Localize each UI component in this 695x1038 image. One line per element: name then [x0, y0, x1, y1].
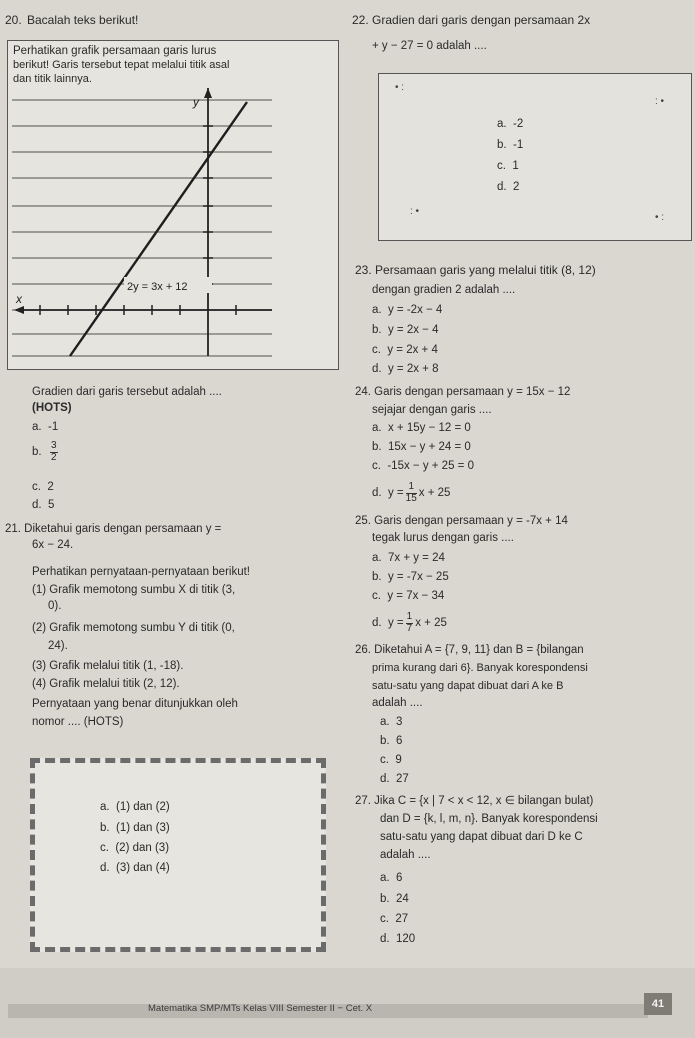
q23-line-1: 23. Persamaan garis yang melalui titik (8, 12) — [355, 263, 596, 277]
q24-option-c[interactable] — [372, 460, 474, 473]
q26-option-d[interactable] — [380, 773, 409, 786]
q20-option-d[interactable] — [32, 499, 54, 512]
option-text: -2 — [512, 118, 524, 130]
option-letter: d. — [497, 181, 507, 193]
q20-option-a[interactable] — [32, 421, 58, 434]
x-axis-label: x — [16, 292, 22, 306]
q26-line-3: satu-satu yang dapat dibuat dari A ke B — [372, 680, 564, 692]
option-text: y = -7x − 25 — [387, 571, 449, 583]
option-text: 9 — [395, 754, 402, 766]
q25-option-c[interactable] — [372, 590, 444, 603]
q20-option-b[interactable] — [32, 441, 60, 463]
option-text: 24 — [395, 893, 409, 905]
q21-statement-1b: 0). — [48, 600, 62, 612]
q21-line-1: 21. Diketahui garis dengan persamaan y = — [5, 523, 222, 535]
q27-line-3: satu-satu yang dapat dibuat dari D ke C — [380, 831, 583, 843]
option-fraction: $\frac{1}{15}$ — [405, 481, 417, 504]
page-number: 41 — [644, 993, 672, 1015]
option-text: 27 — [395, 913, 409, 925]
grid-lines — [12, 100, 272, 356]
option-text: x + 15y − 12 = 0 — [387, 422, 471, 434]
option-letter: c. — [380, 913, 389, 925]
q25-option-b[interactable] — [372, 571, 449, 584]
option-text: x + 25 — [415, 617, 447, 630]
option-text: 3 — [395, 716, 403, 728]
q21-question-1: Pernyataan yang benar ditunjukkan oleh — [32, 698, 238, 710]
decor-dot: : • — [655, 96, 665, 107]
option-text: (1) dan (2) — [115, 801, 170, 813]
option-letter: b. — [100, 822, 110, 834]
option-letter: c. — [497, 160, 506, 172]
q21-statement-1: (1) Grafik memotong sumbu X di titik (3, — [32, 584, 236, 596]
q26-line-1: 26. Diketahui A = {7, 9, 11} dan B = {bilangan — [355, 644, 584, 656]
option-text: x + 25 — [418, 487, 451, 500]
option-text: 2 — [47, 481, 54, 493]
option-letter: a. — [32, 421, 42, 433]
option-letter: d. — [372, 363, 382, 375]
option-letter: c. — [380, 754, 389, 766]
option-text: -1 — [47, 421, 59, 433]
q20-question: Gradien dari garis tersebut adalah .... — [32, 386, 222, 398]
option-letter: b. — [380, 893, 390, 905]
q22-options-box — [378, 73, 692, 241]
option-letter: d. — [380, 933, 390, 945]
option-text: 15x − y + 24 = 0 — [387, 441, 471, 453]
footer-text: Matematika SMP/MTs Kelas VIII Semester II − Cet. X — [148, 1003, 373, 1014]
option-letter: a. — [380, 716, 390, 728]
q22-option-c[interactable] — [497, 160, 519, 173]
q26-line-2: prima kurang dari 6}. Banyak korespondensi — [372, 662, 588, 674]
option-letter: a. — [380, 872, 390, 884]
q21-intro: Perhatikan pernyataan-pernyataan berikut! — [32, 566, 251, 578]
q27-line-1: 27. Jika C = {x | 7 < x < 12, x ∈ bilangan bulat) — [355, 795, 594, 807]
option-text: y = — [387, 617, 404, 630]
option-letter: c. — [32, 481, 41, 493]
q24-option-a[interactable] — [372, 422, 471, 435]
option-letter: a. — [372, 552, 382, 564]
q25-line-1: 25. Garis dengan persamaan y = -7x + 14 — [355, 515, 568, 527]
option-text: (3) dan (4) — [115, 862, 170, 874]
q21-line-2: 6x − 24. — [32, 539, 74, 551]
option-letter: d. — [372, 617, 382, 630]
q21-statement-2: (2) Grafik memotong sumbu Y di titik (0, — [32, 622, 235, 634]
q22-line-2: + y − 27 = 0 adalah .... — [372, 40, 487, 52]
option-text: y = 7x − 34 — [387, 590, 445, 602]
option-letter: c. — [372, 590, 381, 602]
q27-line-2: dan D = {k, l, m, n}. Banyak korespondensi — [380, 813, 598, 825]
q21-statement-4: (4) Grafik melalui titik (2, 12). — [32, 678, 180, 690]
q25-line-2: tegak lurus dengan garis .... — [372, 532, 514, 544]
option-text: y = — [387, 487, 404, 500]
q23-option-a[interactable] — [372, 304, 442, 317]
q26-option-b[interactable] — [380, 735, 402, 748]
q23-option-c[interactable] — [372, 344, 438, 357]
decor-dot: • : — [655, 212, 665, 223]
option-letter: a. — [497, 118, 507, 130]
q22-option-b[interactable] — [497, 139, 523, 152]
q26-line-4: adalah .... — [372, 697, 423, 709]
q26-option-a[interactable] — [380, 716, 402, 729]
option-fraction: $\frac{3}{2}$ — [50, 440, 57, 463]
q20-box-line-3: dan titik lainnya. — [13, 73, 92, 85]
option-letter: c. — [372, 344, 381, 356]
q27-option-d[interactable] — [380, 933, 415, 946]
q20-option-c[interactable] — [32, 481, 54, 494]
graph-line — [70, 102, 247, 356]
option-text: (2) dan (3) — [115, 842, 170, 854]
q23-option-b[interactable] — [372, 324, 439, 337]
q26-option-c[interactable] — [380, 754, 402, 767]
equation-label: 2y = 3x + 12 — [127, 281, 188, 293]
decor-dot: : • — [410, 206, 420, 217]
q21-statement-3: (3) Grafik melalui titik (1, -18). — [32, 660, 184, 672]
option-letter: d. — [100, 862, 110, 874]
q21-option-d[interactable] — [100, 862, 170, 875]
q20-hots: (HOTS) — [32, 402, 72, 414]
option-letter: b. — [372, 324, 382, 336]
q20-box-line-1: Perhatikan grafik persamaan garis lurus — [13, 45, 217, 57]
q27-option-c[interactable] — [380, 913, 408, 926]
option-letter: a. — [100, 801, 110, 813]
q21-statement-2b: 24). — [48, 640, 68, 652]
decor-dot: • : — [395, 82, 405, 93]
q20-header: Bacalah teks berikut! — [27, 13, 139, 27]
option-letter: d. — [32, 499, 42, 511]
option-text: 6 — [395, 735, 403, 747]
q23-option-d[interactable] — [372, 363, 439, 376]
option-text: y = 2x + 8 — [387, 363, 439, 375]
option-letter: d. — [372, 487, 382, 500]
q21-option-b[interactable] — [100, 822, 170, 835]
q24-option-b[interactable] — [372, 441, 471, 454]
q22-option-a[interactable] — [497, 118, 523, 131]
option-letter: b. — [32, 446, 42, 459]
option-text: 2 — [512, 181, 520, 193]
option-letter: c. — [372, 460, 381, 472]
y-axis-arrow — [204, 88, 212, 98]
x-axis-arrow — [14, 306, 24, 314]
option-letter: c. — [100, 842, 109, 854]
option-text: y = 2x + 4 — [387, 344, 438, 356]
option-text: 7x + y = 24 — [387, 552, 445, 564]
q25-option-a[interactable] — [372, 552, 445, 565]
option-letter: a. — [372, 422, 382, 434]
option-text: 6 — [395, 872, 403, 884]
option-text: -1 — [512, 139, 524, 151]
q24-line-2: sejajar dengan garis .... — [372, 404, 492, 416]
q25-option-d[interactable] — [372, 612, 447, 634]
option-text: y = -2x − 4 — [387, 304, 443, 316]
option-letter: d. — [380, 773, 390, 785]
q21-option-c[interactable] — [100, 842, 169, 855]
q27-line-4: adalah .... — [380, 849, 431, 861]
q24-line-1: 24. Garis dengan persamaan y = 15x − 12 — [355, 386, 571, 398]
option-text: 120 — [395, 933, 416, 945]
q27-option-b[interactable] — [380, 893, 409, 906]
option-text: 27 — [395, 773, 409, 785]
q20-box-line-2: berikut! Garis tersebut tepat melalui titik asal — [13, 59, 230, 71]
q22-line-1: 22. Gradien dari garis dengan persamaan 2x — [352, 13, 591, 27]
q27-option-a[interactable] — [380, 872, 402, 885]
option-letter: b. — [372, 571, 382, 583]
q20-number: 20. — [5, 13, 22, 27]
option-text: (1) dan (3) — [115, 822, 170, 834]
q23-line-2: dengan gradien 2 adalah .... — [372, 284, 516, 296]
q22-option-d[interactable] — [497, 181, 519, 194]
option-letter: b. — [380, 735, 390, 747]
option-fraction: $\frac{1}{7}$ — [406, 611, 413, 634]
q21-options-frame — [30, 758, 326, 952]
q24-option-d[interactable] — [372, 482, 450, 504]
option-letter: b. — [497, 139, 507, 151]
option-letter: a. — [372, 304, 382, 316]
option-letter: b. — [372, 441, 382, 453]
y-axis-label: y — [193, 95, 199, 109]
option-text: 1 — [512, 160, 519, 172]
option-text: -15x − y + 25 = 0 — [387, 460, 474, 472]
option-text: y = 2x − 4 — [387, 324, 439, 336]
q20-graph — [12, 88, 332, 358]
option-text: 5 — [47, 499, 55, 511]
q21-question-2: nomor .... (HOTS) — [32, 716, 124, 728]
q21-option-a[interactable] — [100, 801, 170, 814]
